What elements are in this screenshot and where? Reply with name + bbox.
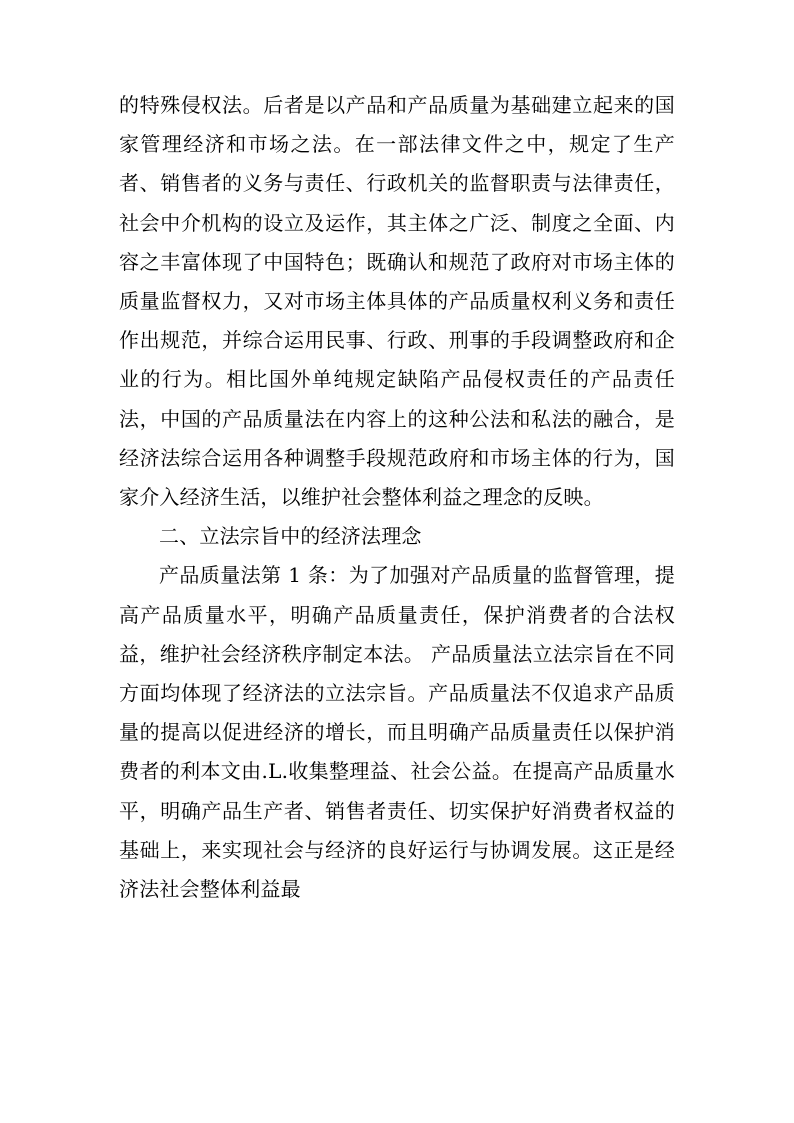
paragraph-continuation: 的特殊侵权法。后者是以产品和产品质量为基础建立起来的国家管理经济和市场之法。在一部法律文件之中，规定了生产者、销售者的义务与责任、行政机关的监督职责与法律责任，社会中介机构的设立及运作，其主体之广泛、制度之全面、内容之丰富体现了中国特色；既确认和规范了政府对市场主体的质量监督权力，又对市场主体具体的产品质量权利义务和责任作出规范，并综合运用民事、行政、刑事的手段调整政府和企业的行为。相比国外单纯规定缺陷产品侵权责任的产品责任法，中国的产品质量法在内容上的这种公法和私法的融合，是经济法综合运用各种调整手段规范政府和市场主体的行为，国家介入经济生活，以维护社会整体利益之理念的反映。 — [119, 93, 675, 510]
paragraph-legislative-purpose: 产品质量法第 1 条：为了加强对产品质量的监督管理，提高产品质量水平，明确产品质量责任，保护消费者的合法权益，维护社会经济秩序制定本法。 产品质量法立法宗旨在不同方面均体现了经济法的立法宗旨。产品质量法不仅追求产品质量的提高以促进经济的增长，而且明确产品质量责任以保护消费者的利本文由.L.收集整理益、社会公益。在提高产品质量水平，明确产品生产者、销售者责任、切实保护好消费者权益的基础上，来实现社会与经济的良好运行与协调发展。这正是经济法社会整体利益最 — [119, 563, 675, 902]
section-heading: 二、立法宗旨中的经济法理念 — [159, 524, 422, 549]
body-text — [119, 86, 675, 909]
